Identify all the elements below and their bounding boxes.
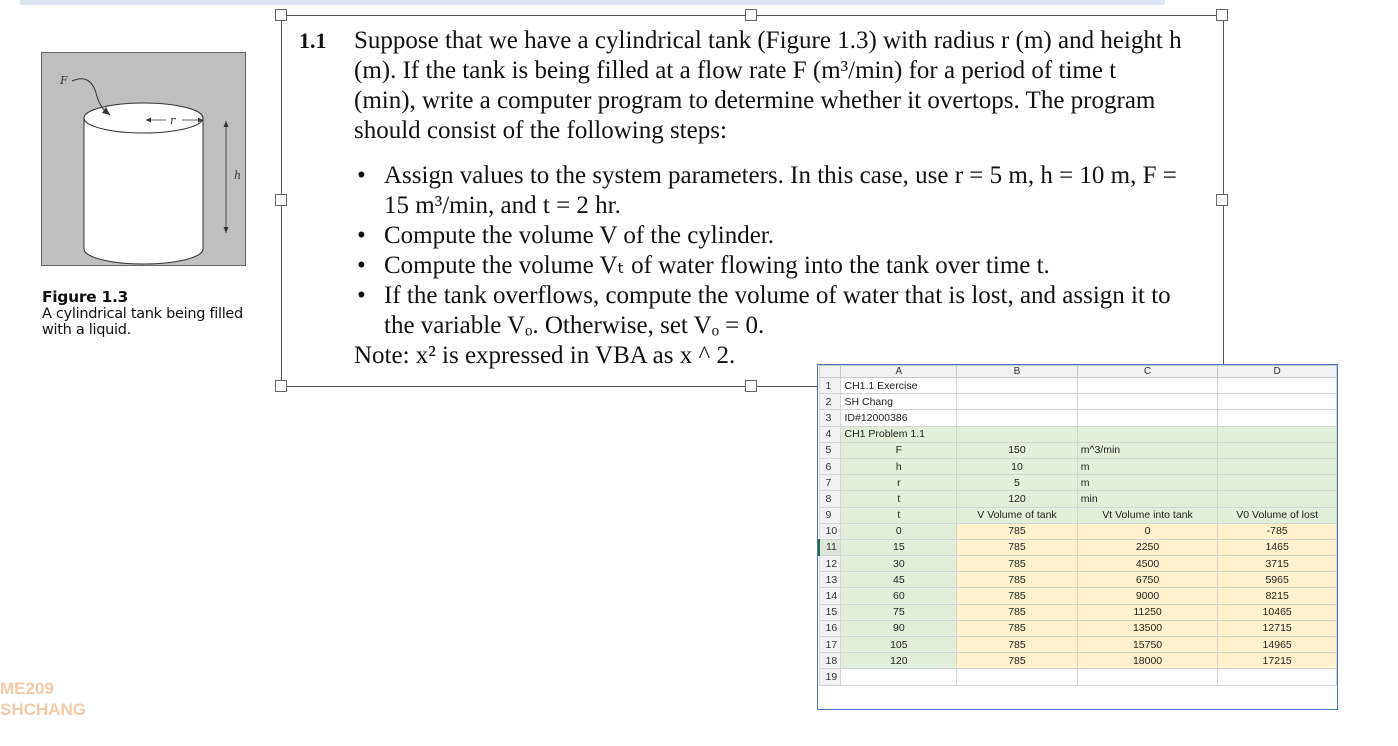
cell[interactable]: 90 — [841, 620, 957, 636]
row-header[interactable]: 14 — [819, 588, 841, 604]
cell[interactable]: 785 — [957, 637, 1078, 653]
problem-steps-list — [354, 161, 1182, 341]
row-header[interactable]: 8 — [819, 491, 841, 507]
cell[interactable]: Vt Volume into tank — [1077, 507, 1218, 523]
cell[interactable]: F — [841, 442, 957, 458]
row-header[interactable]: 16 — [819, 620, 841, 636]
cell[interactable] — [1077, 410, 1218, 426]
cell[interactable]: 17215 — [1218, 653, 1337, 669]
cell[interactable]: 10 — [957, 458, 1078, 474]
cell[interactable]: 15 — [841, 539, 957, 555]
watermark — [0, 678, 86, 720]
cell[interactable]: 0 — [1077, 523, 1218, 539]
cell[interactable] — [841, 669, 957, 685]
cell[interactable] — [1218, 378, 1337, 394]
cell[interactable]: 30 — [841, 556, 957, 572]
row-header[interactable]: 17 — [819, 637, 841, 653]
column-header-b[interactable]: B — [957, 366, 1078, 378]
cell[interactable] — [957, 378, 1078, 394]
cell[interactable] — [1218, 669, 1337, 685]
column-header-d[interactable]: D — [1218, 366, 1337, 378]
cell[interactable]: 785 — [957, 523, 1078, 539]
cell[interactable]: r — [841, 475, 957, 491]
cell[interactable]: 785 — [957, 539, 1078, 555]
select-all-corner[interactable] — [819, 366, 841, 378]
cell[interactable]: 45 — [841, 572, 957, 588]
problem-number: 1.1 — [299, 28, 327, 53]
table-row — [819, 523, 1337, 539]
resize-handle-bottom-left[interactable] — [275, 380, 287, 392]
cell[interactable]: 785 — [957, 653, 1078, 669]
cell[interactable] — [1077, 378, 1218, 394]
row-header[interactable]: 6 — [819, 458, 841, 474]
cell[interactable]: 9000 — [1077, 588, 1218, 604]
row-header[interactable]: 10 — [819, 523, 841, 539]
problem-step: • Compute the volume Vₜ of water flowing into the tank over time t. — [354, 251, 1182, 281]
cell[interactable]: 18000 — [1077, 653, 1218, 669]
cell[interactable]: V Volume of tank — [957, 507, 1078, 523]
cell[interactable]: 75 — [841, 604, 957, 620]
cell[interactable]: 0 — [841, 523, 957, 539]
cell[interactable]: 14965 — [1218, 637, 1337, 653]
cell[interactable] — [1077, 426, 1218, 442]
problem-intro: Suppose that we have a cylindrical tank (Figure 1.3) with radius r (m) and height h (m). If the tank is being filled at a flow rate F (m³/min) for a period of time t (min), write a computer program to determine whether it overtops. The program should consist of the following steps: — [354, 27, 1182, 144]
cell[interactable]: 12715 — [1218, 620, 1337, 636]
cell[interactable] — [1218, 458, 1337, 474]
figure-caption-text: A cylindrical tank being filled with a liquid. — [42, 306, 243, 338]
cell[interactable] — [1077, 669, 1218, 685]
table-row — [819, 491, 1337, 507]
cell[interactable]: t — [841, 491, 957, 507]
table-row — [819, 475, 1337, 491]
cell[interactable] — [1218, 475, 1337, 491]
problem-step: • If the tank overflows, compute the volume of water that is lost, and assign it to the variable Vₒ. Otherwise, set Vₒ = 0. — [354, 281, 1182, 341]
cell[interactable]: 785 — [957, 588, 1078, 604]
table-row — [819, 637, 1337, 653]
row-header[interactable]: 15 — [819, 604, 841, 620]
spreadsheet[interactable] — [817, 364, 1338, 710]
cell[interactable]: h — [841, 458, 957, 474]
resize-handle-top-right[interactable] — [1216, 9, 1228, 21]
row-header[interactable]: 11 — [819, 539, 841, 555]
problem-step: • Assign values to the system parameters. In this case, use r = 5 m, h = 10 m, F = 15 m³/min, and t = 2 hr. — [354, 161, 1182, 221]
row-header[interactable]: 3 — [819, 410, 841, 426]
cell[interactable]: 13500 — [1077, 620, 1218, 636]
cell[interactable]: V0 Volume of lost — [1218, 507, 1337, 523]
cell[interactable]: 150 — [957, 442, 1078, 458]
table-row — [819, 426, 1337, 442]
cell[interactable]: 1465 — [1218, 539, 1337, 555]
cell[interactable]: 2250 — [1077, 539, 1218, 555]
cell[interactable]: 5 — [957, 475, 1078, 491]
cell[interactable] — [957, 410, 1078, 426]
flow-label: F — [60, 74, 68, 87]
table-row — [819, 378, 1337, 394]
cell[interactable]: 785 — [957, 604, 1078, 620]
row-header[interactable]: 9 — [819, 507, 841, 523]
figure-caption-title: Figure 1.3 — [42, 288, 129, 306]
column-header-row — [819, 366, 1337, 378]
spreadsheet-grid — [818, 365, 1337, 686]
resize-handle-middle-left[interactable] — [275, 194, 287, 206]
table-row — [819, 442, 1337, 458]
cell[interactable] — [957, 394, 1078, 410]
row-header[interactable]: 7 — [819, 475, 841, 491]
cell[interactable]: 4500 — [1077, 556, 1218, 572]
table-row — [819, 572, 1337, 588]
cell[interactable]: CH1 Problem 1.1 — [841, 426, 957, 442]
cell[interactable] — [1218, 442, 1337, 458]
cell[interactable]: 785 — [957, 556, 1078, 572]
cell[interactable]: min — [1077, 491, 1218, 507]
row-header[interactable]: 2 — [819, 394, 841, 410]
figure-caption — [42, 289, 252, 338]
cell[interactable]: 5965 — [1218, 572, 1337, 588]
resize-handle-top-middle[interactable] — [745, 9, 757, 21]
row-header[interactable]: 19 — [819, 669, 841, 685]
cell[interactable]: 785 — [957, 620, 1078, 636]
column-header-a[interactable]: A — [841, 366, 957, 378]
watermark-line-1: ME209 — [0, 679, 54, 698]
cell[interactable]: 60 — [841, 588, 957, 604]
table-row — [819, 588, 1337, 604]
cell[interactable]: 10465 — [1218, 604, 1337, 620]
cell[interactable]: ID#12000386 — [841, 410, 957, 426]
height-label: h — [234, 169, 242, 182]
resize-handle-top-left[interactable] — [275, 9, 287, 21]
radius-label: r — [170, 114, 176, 127]
cell[interactable]: 15750 — [1077, 637, 1218, 653]
cell[interactable]: 11250 — [1077, 604, 1218, 620]
cylinder-tank-drawing — [42, 53, 245, 265]
top-accent-bar — [20, 0, 1165, 5]
cell[interactable] — [1077, 394, 1218, 410]
tank-figure — [41, 52, 246, 266]
cell[interactable]: -785 — [1218, 523, 1337, 539]
table-row — [819, 539, 1337, 555]
cell[interactable] — [957, 669, 1078, 685]
column-header-c[interactable]: C — [1077, 366, 1218, 378]
cell[interactable]: m — [1077, 458, 1218, 474]
table-row — [819, 620, 1337, 636]
cell[interactable] — [1218, 410, 1337, 426]
row-header[interactable]: 5 — [819, 442, 841, 458]
cell[interactable] — [1218, 491, 1337, 507]
cell[interactable]: 105 — [841, 637, 957, 653]
cell[interactable]: m — [1077, 475, 1218, 491]
row-header[interactable]: 12 — [819, 556, 841, 572]
cell[interactable]: t — [841, 507, 957, 523]
cell[interactable]: 120 — [841, 653, 957, 669]
cell[interactable]: SH Chang — [841, 394, 957, 410]
table-row — [819, 394, 1337, 410]
cell[interactable]: 8215 — [1218, 588, 1337, 604]
resize-handle-middle-right[interactable] — [1216, 194, 1228, 206]
cell[interactable]: m^3/min — [1077, 442, 1218, 458]
table-row — [819, 556, 1337, 572]
row-header[interactable]: 13 — [819, 572, 841, 588]
cell[interactable]: 3715 — [1218, 556, 1337, 572]
cell[interactable]: 6750 — [1077, 572, 1218, 588]
row-header[interactable]: 1 — [819, 378, 841, 394]
cell[interactable] — [1218, 394, 1337, 410]
problem-note: Note: x² is expressed in VBA as x ^ 2. — [354, 342, 736, 369]
cell[interactable]: CH1.1 Exercise — [841, 378, 957, 394]
table-row — [819, 669, 1337, 685]
table-row — [819, 410, 1337, 426]
cell[interactable]: 785 — [957, 572, 1078, 588]
watermark-line-2: SHCHANG — [0, 700, 86, 719]
row-header[interactable]: 4 — [819, 426, 841, 442]
cell[interactable] — [1218, 426, 1337, 442]
cell[interactable] — [957, 426, 1078, 442]
cell[interactable]: 120 — [957, 491, 1078, 507]
problem-step: • Compute the volume V of the cylinder. — [354, 221, 1182, 251]
row-header[interactable]: 18 — [819, 653, 841, 669]
table-row — [819, 507, 1337, 523]
table-row — [819, 604, 1337, 620]
table-row — [819, 458, 1337, 474]
table-row — [819, 653, 1337, 669]
resize-handle-bottom-middle[interactable] — [745, 380, 757, 392]
